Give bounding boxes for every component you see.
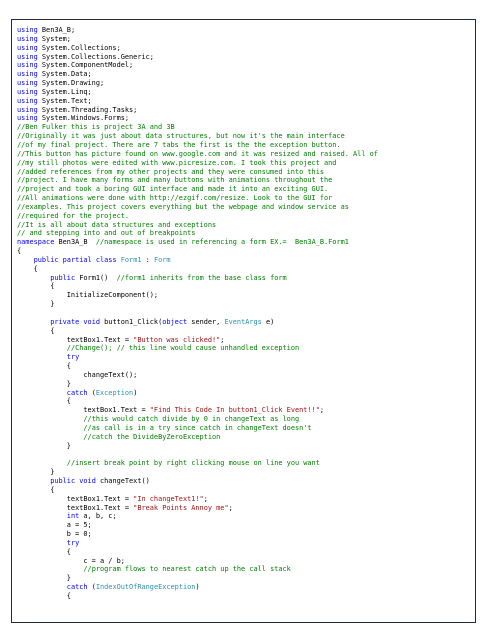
code-line	[17, 61, 378, 70]
comment: //project. I have many forms and many buttons with animations throughout the	[17, 176, 333, 185]
string-literal: "Break Points Annoy me"	[133, 503, 229, 512]
code-line	[17, 548, 378, 557]
code-line	[17, 229, 378, 238]
code-text	[17, 424, 83, 432]
code-line	[17, 362, 378, 371]
code-line	[17, 574, 378, 583]
code-text: sender,	[187, 317, 225, 326]
keyword: using	[17, 114, 38, 123]
code-line	[17, 557, 378, 566]
code-line	[17, 442, 378, 451]
code-document-frame	[11, 19, 476, 623]
code-line	[17, 106, 378, 115]
code-text: {	[17, 264, 38, 273]
keyword: using	[17, 34, 38, 43]
code-line	[17, 512, 378, 521]
keyword: using	[17, 26, 38, 34]
code-text: )	[195, 583, 200, 592]
code-text: System.Collections.Generic;	[37, 52, 154, 61]
code-text: :	[141, 255, 154, 264]
code-line	[17, 35, 378, 44]
string-literal: "Find This Code In button1_Click Event!!"	[149, 406, 320, 415]
code-line	[17, 194, 378, 203]
code-text: e)	[261, 317, 275, 326]
code-text: System.Drawing;	[37, 79, 105, 88]
code-line	[17, 44, 378, 53]
code-line	[17, 26, 378, 35]
keyword: using	[17, 43, 38, 52]
code-text: ;	[228, 503, 233, 512]
code-line	[17, 459, 378, 468]
code-text: }	[17, 441, 71, 450]
code-text	[17, 433, 83, 441]
code-line	[17, 265, 378, 274]
comment: //namespace is used in referencing a form EX.= Ben3A_B.Form1	[95, 238, 349, 247]
code-text	[17, 583, 67, 591]
code-text: }	[17, 468, 55, 477]
code-line	[17, 300, 378, 309]
code-text: System.Threading.Tasks;	[37, 105, 138, 114]
code-text	[17, 353, 67, 361]
code-text: (	[87, 388, 96, 397]
code-text: InitializeComponent();	[17, 291, 159, 300]
code-text: ;	[319, 406, 325, 415]
comment: //program flows to nearest catch up the call stack	[83, 565, 291, 574]
code-text: System.Text;	[37, 96, 92, 105]
code-text: }	[17, 574, 71, 583]
keyword: using	[17, 52, 38, 61]
code-line	[17, 247, 378, 256]
code-text: textBox1.Text =	[17, 503, 134, 512]
keyword: int	[66, 512, 80, 521]
code-listing	[17, 26, 378, 601]
code-line	[17, 530, 378, 539]
code-line	[17, 371, 378, 380]
code-text: changeText()	[95, 477, 150, 486]
code-line	[17, 53, 378, 62]
code-line	[17, 274, 378, 283]
code-text: System.Data;	[37, 70, 92, 79]
code-line	[17, 123, 378, 132]
code-line	[17, 389, 378, 398]
code-line	[17, 309, 378, 318]
code-text: {	[17, 282, 55, 291]
code-text: textBox1.Text =	[17, 494, 134, 503]
comment: //as call is in a try since catch in changeText doesn't	[83, 423, 312, 432]
code-line	[17, 336, 378, 345]
code-line	[17, 424, 378, 433]
type-name: Form	[153, 255, 171, 264]
code-line	[17, 433, 378, 442]
code-line	[17, 150, 378, 159]
code-text: {	[17, 547, 71, 556]
code-text	[17, 389, 67, 397]
keyword: public partial class	[33, 255, 117, 264]
code-line	[17, 318, 378, 327]
code-line	[17, 176, 378, 185]
code-text: Ben3A_B;	[37, 26, 76, 34]
code-text: {	[17, 485, 55, 494]
string-literal: "In changeText1!"	[133, 494, 204, 503]
code-text: }	[17, 379, 71, 388]
code-text: {	[17, 397, 71, 406]
code-line	[17, 521, 378, 530]
code-line	[17, 504, 378, 513]
code-text	[17, 415, 83, 423]
comment: //of my final project. There are 7 tabs the first is the the exception button.	[17, 140, 341, 149]
code-line	[17, 168, 378, 177]
code-text: a, b, c;	[79, 512, 117, 521]
comment: //It is all about data structures and exceptions	[17, 220, 217, 229]
keyword: using	[17, 105, 38, 114]
comment: //Change(); // this line would cause unhandled exception	[66, 344, 300, 353]
code-text: button1_Click(	[100, 317, 163, 326]
code-text: textBox1.Text =	[17, 335, 134, 344]
keyword: private void	[50, 317, 100, 326]
code-text: Form1()	[75, 273, 117, 282]
code-text	[17, 565, 83, 573]
code-line	[17, 114, 378, 123]
code-line	[17, 592, 378, 601]
code-text	[17, 274, 50, 282]
code-text: System.Windows.Forms;	[37, 114, 130, 123]
code-line	[17, 539, 378, 548]
comment: //This button has picture found on www.google.com and it was resized and raised. All of	[17, 149, 378, 158]
code-line	[17, 451, 378, 460]
code-text	[17, 344, 67, 352]
type-name: Exception	[95, 388, 134, 397]
code-line	[17, 495, 378, 504]
code-text: b = 0;	[17, 530, 92, 539]
keyword: try	[66, 353, 80, 362]
keyword: using	[17, 61, 38, 70]
comment: //form1 inherits from the base class form	[116, 273, 287, 282]
comment: //insert break point by right clicking mouse on line you want	[66, 459, 320, 468]
code-line	[17, 380, 378, 389]
code-text: System.ComponentModel;	[37, 61, 134, 70]
code-text	[17, 512, 67, 520]
comment: //required for the project.	[17, 211, 130, 220]
code-line	[17, 486, 378, 495]
keyword: using	[17, 70, 38, 79]
code-line	[17, 221, 378, 230]
code-line	[17, 583, 378, 592]
keyword: using	[17, 79, 38, 88]
code-line	[17, 291, 378, 300]
code-line	[17, 70, 378, 79]
code-line	[17, 238, 378, 247]
code-text: textBox1.Text =	[17, 406, 150, 415]
keyword: catch	[66, 583, 88, 592]
code-text	[17, 459, 67, 467]
code-text: ;	[220, 335, 225, 344]
code-text: c = a / b;	[17, 556, 125, 565]
code-line	[17, 327, 378, 336]
code-line	[17, 565, 378, 574]
comment: //Originally it was just about data structures, but now it's the main interface	[17, 132, 345, 141]
code-line	[17, 468, 378, 477]
code-line	[17, 203, 378, 212]
comment: //catch the DivideByZeroException	[83, 432, 221, 441]
string-literal: "Button was clicked!"	[133, 335, 221, 344]
code-line	[17, 397, 378, 406]
code-text	[17, 256, 34, 264]
code-line	[17, 185, 378, 194]
comment: //my still photos were edited with www.picresize.com. I took this project and	[17, 158, 337, 167]
keyword: object	[162, 317, 188, 326]
code-line	[17, 141, 378, 150]
code-text: ;	[203, 494, 208, 503]
code-text	[17, 318, 50, 326]
code-line	[17, 344, 378, 353]
keyword: catch	[66, 388, 88, 397]
comment: // and stepping into and out of breakpoints	[17, 229, 196, 238]
type-name: IndexOutOfRangeException	[95, 583, 196, 592]
code-line	[17, 415, 378, 424]
comment: //examples. This project covers everything but the webpage and window service as	[17, 202, 349, 211]
code-text: System.Linq;	[37, 87, 92, 96]
comment: //Ben Fulker this is project 3A and 3B	[17, 123, 175, 132]
keyword: public void	[50, 477, 96, 486]
code-line	[17, 212, 378, 221]
code-line	[17, 97, 378, 106]
keyword: using	[17, 96, 38, 105]
code-line	[17, 353, 378, 362]
code-text: )	[133, 388, 138, 397]
code-text: a = 5;	[17, 521, 92, 530]
code-text: System;	[37, 34, 71, 43]
code-text	[17, 477, 50, 485]
type-name: EventArgs	[224, 317, 262, 326]
type-name: Form1	[120, 255, 142, 264]
code-line	[17, 79, 378, 88]
code-line	[17, 477, 378, 486]
code-text: (	[87, 583, 96, 592]
keyword: public	[50, 273, 76, 282]
code-text: {	[17, 362, 71, 371]
code-text: }	[17, 300, 55, 309]
code-text: {	[17, 247, 22, 256]
comment: //project and took a boring GUI interface and made it into an exciting GUI.	[17, 185, 329, 194]
keyword: using	[17, 87, 38, 96]
code-text: {	[17, 592, 71, 600]
code-line	[17, 406, 378, 415]
code-line	[17, 282, 378, 291]
code-line	[17, 159, 378, 168]
code-line	[17, 88, 378, 97]
code-text: System.Collections;	[37, 43, 121, 52]
keyword: namespace	[17, 238, 55, 247]
code-line	[17, 132, 378, 141]
code-text: {	[17, 326, 55, 335]
code-text: Ben3A_B	[54, 238, 96, 247]
code-line	[17, 256, 378, 265]
keyword: try	[66, 538, 80, 547]
comment: //this would catch divide by 0 in changeText as long	[83, 415, 300, 424]
code-text	[17, 539, 67, 547]
code-text: changeText();	[17, 370, 138, 379]
comment: //All animations were done with http://ezgif.com/resize. Look to the GUI for	[17, 194, 333, 203]
comment: //added references from my other projects and they were consumed into this	[17, 167, 324, 176]
